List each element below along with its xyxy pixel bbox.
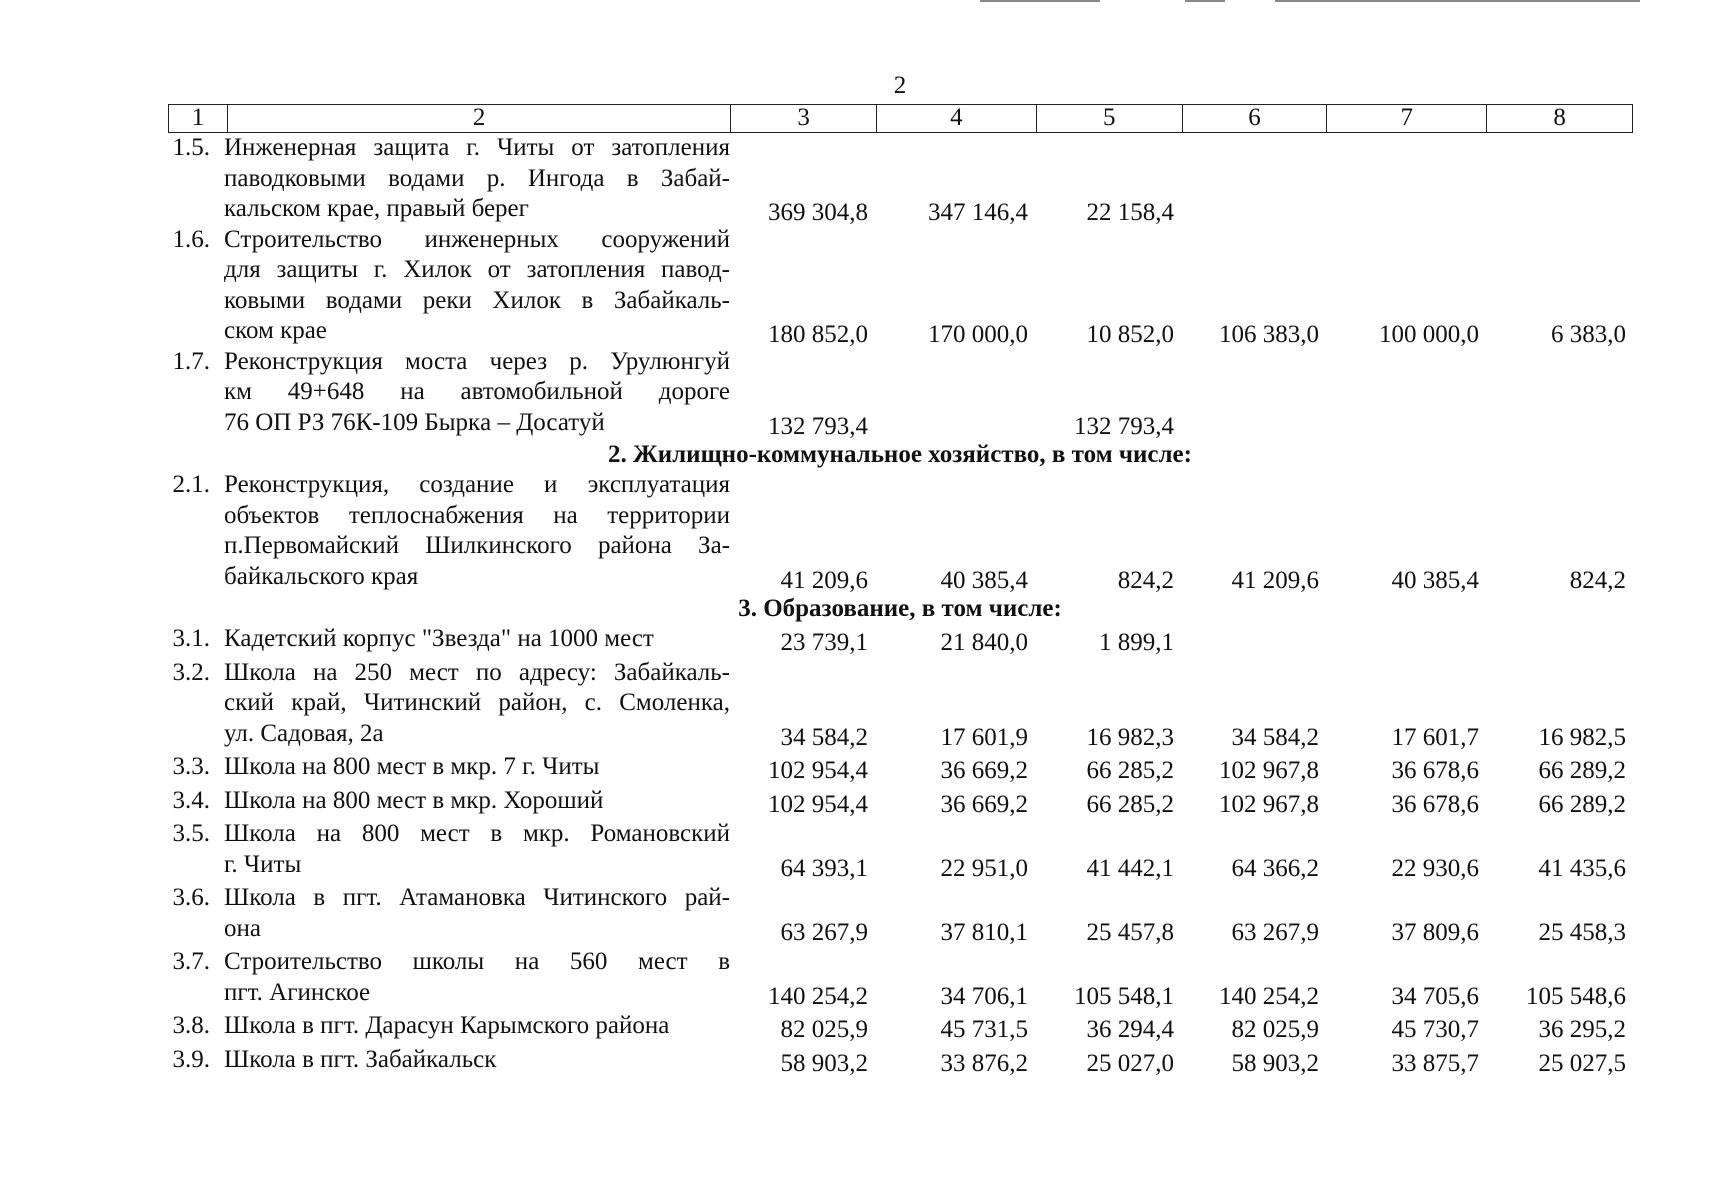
column-header: 2 <box>228 105 731 132</box>
value-cell-col-4: 21 840,0 <box>940 629 1028 656</box>
row-values <box>0 1011 1712 1042</box>
value-cell-col-4: 37 810,1 <box>940 918 1028 946</box>
row-values <box>0 850 1712 881</box>
row-name-line: Строительство школы на 560 мест в <box>224 948 730 975</box>
row-name-line: паводковыми водами р. Ингода в Забай- <box>224 164 730 192</box>
table-row <box>0 947 1712 1008</box>
table-row <box>0 225 1712 347</box>
row-name-line: пгт. Агинское <box>224 978 371 1006</box>
value-cell-col-6: 41 209,6 <box>1231 566 1319 594</box>
row-name-line: Школа на 250 мест по адресу: Забайкаль- <box>224 658 730 686</box>
row-name-line: Школа в пгт. Забайкальск <box>224 1045 497 1073</box>
row-name-line: Школа в пгт. Атамановка Читинского рай- <box>224 884 730 911</box>
value-cell-col-4: 170 000,0 <box>928 321 1028 348</box>
row-number: 3.2. <box>172 658 210 686</box>
value-cell-col-6: 63 267,9 <box>1231 918 1319 946</box>
value-cell-col-8: 25 458,3 <box>1538 918 1626 946</box>
value-cell-col-3: 180 852,0 <box>768 321 868 348</box>
value-cell-col-6: 140 254,2 <box>1219 982 1319 1010</box>
row-values <box>0 408 1712 439</box>
row-name-line: Реконструкция, создание и эксплуатация <box>224 471 730 498</box>
table-row <box>0 470 1712 592</box>
value-cell-col-3: 23 739,1 <box>780 629 868 656</box>
row-name-line: байкальского края <box>224 562 419 590</box>
value-cell-col-5: 16 982,3 <box>1086 723 1174 751</box>
table-row <box>0 658 1712 750</box>
table-row <box>0 347 1712 439</box>
value-cell-col-8: 36 295,2 <box>1538 1016 1626 1043</box>
value-cell-col-4: 45 731,5 <box>940 1016 1028 1043</box>
value-cell-col-8: 66 289,2 <box>1538 757 1626 784</box>
value-cell-col-6: 64 366,2 <box>1231 854 1319 882</box>
value-cell-col-6: 58 903,2 <box>1231 1049 1319 1077</box>
row-values <box>0 914 1712 945</box>
row-name-line: Школа на 800 мест в мкр. Хороший <box>224 786 604 814</box>
value-cell-col-8: 66 289,2 <box>1538 790 1626 818</box>
value-cell-col-5: 25 027,0 <box>1086 1049 1174 1077</box>
value-cell-col-5: 66 285,2 <box>1086 757 1174 784</box>
value-cell-col-5: 66 285,2 <box>1086 790 1174 818</box>
row-values <box>0 752 1712 783</box>
value-cell-col-5: 824,2 <box>1117 566 1174 594</box>
section-heading: 3. Образование, в том числе: <box>738 595 1062 622</box>
row-values <box>0 719 1712 750</box>
value-cell-col-4: 34 706,1 <box>940 982 1028 1010</box>
value-cell-col-5: 10 852,0 <box>1086 321 1174 348</box>
value-cell-col-5: 132 793,4 <box>1074 412 1174 440</box>
table-row <box>0 1011 1712 1042</box>
row-name-line: Школа на 800 мест в мкр. Романовский <box>224 820 730 847</box>
value-cell-col-3: 102 954,4 <box>768 757 868 784</box>
value-cell-col-8: 16 982,5 <box>1538 723 1626 751</box>
row-name-line: ковыми водами реки Хилок в Забайкаль- <box>224 286 730 314</box>
row-name-line: Реконструкция моста через р. Урулюнгуй <box>224 347 730 375</box>
value-cell-col-4: 36 669,2 <box>940 757 1028 784</box>
value-cell-col-3: 369 304,8 <box>768 199 868 226</box>
row-name-line: Кадетский корпус "Звезда" на 1000 мест <box>224 625 654 652</box>
table-row <box>0 1045 1712 1076</box>
value-cell-col-5: 36 294,4 <box>1086 1016 1174 1043</box>
value-cell-col-6: 34 584,2 <box>1231 723 1319 751</box>
value-cell-col-3: 140 254,2 <box>768 982 868 1010</box>
column-header: 4 <box>877 105 1037 132</box>
row-name-line: Инженерная защита г. Читы от затопления <box>224 134 730 161</box>
row-values <box>0 786 1712 817</box>
row-name-line: г. Читы <box>224 850 302 878</box>
value-cell-col-3: 102 954,4 <box>768 790 868 818</box>
value-cell-col-3: 132 793,4 <box>768 412 868 440</box>
value-cell-col-4: 17 601,9 <box>940 723 1028 751</box>
row-number: 2.1. <box>172 471 210 498</box>
value-cell-col-5: 41 442,1 <box>1086 854 1174 882</box>
row-values <box>0 316 1712 347</box>
row-number: 1.6. <box>172 225 210 253</box>
row-number: 3.4. <box>172 786 210 814</box>
row-name-line: ском крае <box>224 317 327 344</box>
value-cell-col-8: 824,2 <box>1569 566 1626 594</box>
value-cell-col-4: 22 951,0 <box>940 854 1028 882</box>
value-cell-col-3: 63 267,9 <box>780 918 868 946</box>
value-cell-col-5: 22 158,4 <box>1086 199 1174 226</box>
column-header: 8 <box>1553 104 1566 131</box>
value-cell-col-8: 25 027,5 <box>1538 1049 1626 1077</box>
table-row <box>0 786 1712 817</box>
value-cell-col-7: 45 730,7 <box>1391 1016 1479 1043</box>
scan-edge-line <box>980 0 1100 2</box>
column-header: 7 <box>1327 105 1487 132</box>
table-row <box>0 819 1712 880</box>
row-values <box>0 562 1712 593</box>
column-header: 3 <box>731 105 877 132</box>
table-row <box>0 883 1712 944</box>
value-cell-col-3: 41 209,6 <box>780 566 868 594</box>
row-values <box>0 1045 1712 1076</box>
value-cell-col-7: 36 678,6 <box>1391 757 1479 784</box>
value-cell-col-6: 106 383,0 <box>1219 321 1319 348</box>
row-values <box>0 194 1712 225</box>
scan-edge-line <box>1185 0 1225 2</box>
row-name-line: объектов теплоснабжения на территории <box>224 501 730 529</box>
value-cell-col-7: 17 601,7 <box>1391 723 1479 751</box>
table-row <box>0 624 1712 655</box>
value-cell-col-6: 82 025,9 <box>1231 1016 1319 1043</box>
value-cell-col-4: 347 146,4 <box>928 199 1028 226</box>
value-cell-col-3: 58 903,2 <box>780 1049 868 1077</box>
table-row <box>0 133 1712 225</box>
row-name-line: км 49+648 на автомобильной дороге <box>224 378 730 405</box>
value-cell-col-4: 40 385,4 <box>940 566 1028 594</box>
row-name-line: она <box>224 914 261 942</box>
row-number: 3.8. <box>172 1012 210 1039</box>
value-cell-col-3: 64 393,1 <box>780 854 868 882</box>
row-number: 3.9. <box>172 1045 210 1073</box>
value-cell-col-8: 41 435,6 <box>1538 854 1626 882</box>
row-values <box>0 978 1712 1009</box>
value-cell-col-7: 40 385,4 <box>1391 566 1479 594</box>
column-header: 1 <box>169 105 228 132</box>
scan-edge-line <box>1275 0 1640 2</box>
value-cell-col-8: 6 383,0 <box>1551 321 1626 348</box>
row-number: 1.5. <box>172 134 210 161</box>
value-cell-col-7: 37 809,6 <box>1391 918 1479 946</box>
value-cell-col-5: 105 548,1 <box>1074 982 1174 1010</box>
value-cell-col-7: 34 705,6 <box>1391 982 1479 1010</box>
row-name-line: Школа на 800 мест в мкр. 7 г. Читы <box>224 753 600 780</box>
column-header: 5 <box>1037 105 1183 132</box>
value-cell-col-5: 1 899,1 <box>1099 629 1174 656</box>
value-cell-col-7: 22 930,6 <box>1391 854 1479 882</box>
column-header: 6 <box>1183 105 1328 132</box>
row-name-line: 76 ОП РЗ 76К-109 Быркa – Досатуй <box>224 408 605 436</box>
value-cell-col-6: 102 967,8 <box>1219 790 1319 818</box>
row-name-line: ул. Садовая, 2а <box>224 719 384 747</box>
row-number: 3.7. <box>172 948 210 975</box>
row-name-line: Строительство инженерных сооружений <box>224 225 730 253</box>
row-number: 3.1. <box>172 625 210 652</box>
value-cell-col-4: 33 876,2 <box>940 1049 1028 1077</box>
value-cell-col-7: 33 875,7 <box>1391 1049 1479 1077</box>
value-cell-col-3: 82 025,9 <box>780 1016 868 1043</box>
value-cell-col-7: 36 678,6 <box>1391 790 1479 818</box>
row-values <box>0 624 1712 655</box>
value-cell-col-8: 105 548,6 <box>1526 982 1626 1010</box>
value-cell-col-4: 36 669,2 <box>940 790 1028 818</box>
row-name-line: кальском крае, правый берег <box>224 195 529 222</box>
row-number: 3.5. <box>172 820 210 847</box>
row-number: 3.6. <box>172 884 210 911</box>
table-row <box>0 752 1712 783</box>
row-name-line: Школа в пгт. Дарасун Карымского района <box>224 1012 670 1039</box>
value-cell-col-7: 100 000,0 <box>1379 321 1479 348</box>
row-name-line: ский край, Читинский район, с. Смоленка, <box>224 689 730 716</box>
section-heading: 2. Жилищно-коммунальное хозяйство, в том числе: <box>608 441 1192 468</box>
value-cell-col-5: 25 457,8 <box>1086 918 1174 946</box>
column-header-row <box>168 104 1633 133</box>
row-number: 3.3. <box>172 753 210 780</box>
value-cell-col-3: 34 584,2 <box>780 723 868 751</box>
row-name-line: п.Первомайский Шилкинского района За- <box>224 532 730 559</box>
value-cell-col-6: 102 967,8 <box>1219 757 1319 784</box>
page-number: 2 <box>893 72 907 99</box>
row-name-line: для защиты г. Хилок от затопления павод- <box>224 256 730 283</box>
row-number: 1.7. <box>172 347 210 375</box>
